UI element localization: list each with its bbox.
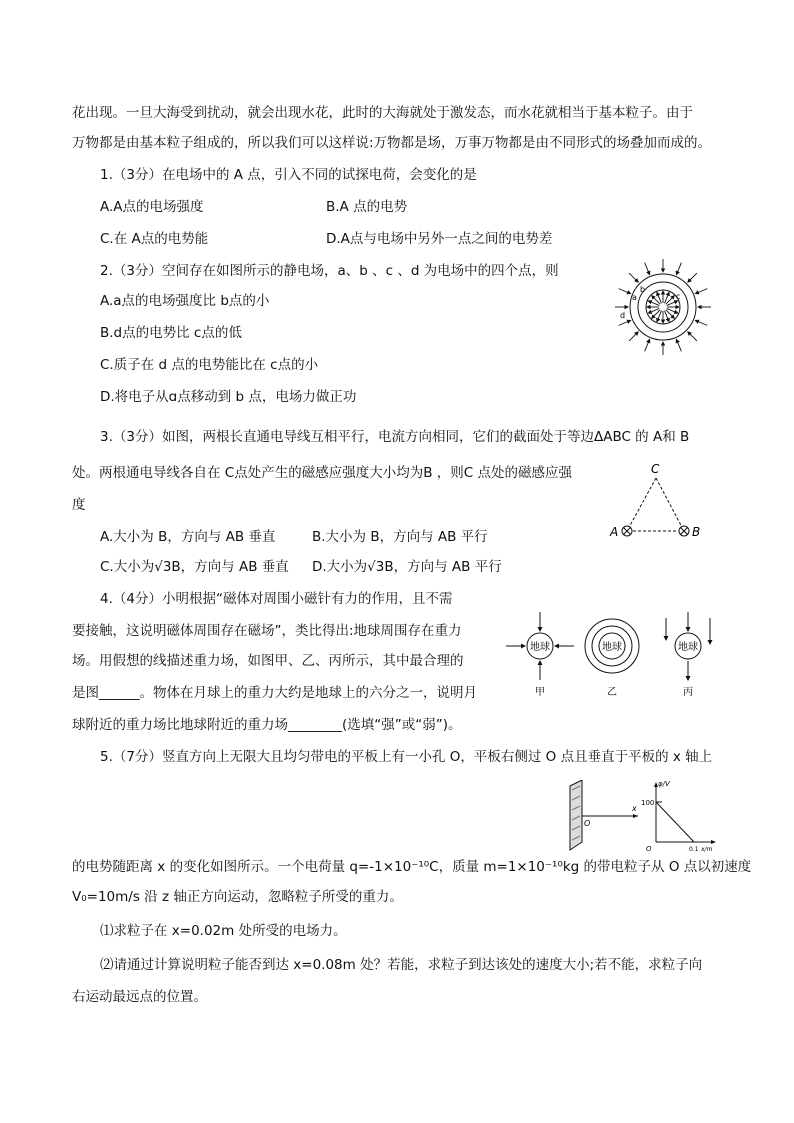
outer-field-line (619, 320, 631, 325)
diagram-yi (585, 619, 639, 698)
outer-field-line (695, 289, 707, 294)
q3-line-1: 3.（3分）如图，两根长直通电导线互相平行，电流方向相同，它们的截面处于等边ΔABC 的 A和 B (100, 429, 690, 445)
q1-stem: 1.（3分）在电场中的 A 点，引入不同的试探电荷，会变化的是 (100, 167, 477, 183)
point-c-label: c (676, 292, 681, 301)
outer-field-line (695, 320, 707, 325)
q3-option-c: C.大小为√3B，方向与 AB 垂直 (100, 559, 289, 575)
q4-line-2: 要接触，这说明磁体周围存在磁场”，类比得出:地球周围存在重力 (72, 623, 462, 639)
earth-label-bing: 地球 (678, 642, 698, 653)
outer-field-line (619, 289, 631, 294)
outer-ring (630, 274, 696, 340)
q3-triangle-diagram (604, 460, 714, 550)
graph-x-label: x/m (701, 846, 713, 853)
edge-cb (656, 478, 684, 531)
vertex-a-label: A (610, 525, 619, 539)
graph-origin-label: O (646, 845, 652, 853)
plate-x-label: x (632, 804, 637, 813)
q4-line-1: 4.（4分）小明根据“磁体对周围小磁针有力的作用，且不需 (100, 591, 453, 607)
wire-b-symbol (679, 526, 689, 536)
q2-option-d: D.将电子从ɑ点移动到 b 点，电场力做正功 (100, 389, 357, 405)
intro-line-1: 花出现。一旦大海受到扰动，就会出现水花，此时的大海就处于激发态，而水花就相当于基本粒子。由于 (72, 105, 693, 121)
graph-y-label: φ/V (658, 780, 670, 788)
q2-option-c: C.质子在 d 点的电势能比在 c点的小 (100, 357, 319, 373)
outer-field-line (688, 332, 697, 341)
charged-plate (570, 780, 582, 850)
caption-yi: 乙 (607, 687, 617, 698)
q4-gravity-field-diagrams (502, 604, 718, 700)
q2-stem: 2.（3分）空间存在如图所示的静电场，a、b 、c 、d 为电场中的四个点，则 (100, 263, 559, 279)
outer-field-line (645, 339, 650, 351)
q5-sub-1: ⑴求粒子在 x=0.02m 处所受的电场力。 (100, 923, 347, 939)
potential-line (656, 802, 694, 842)
plate-origin-label: O (584, 819, 591, 828)
intro-line-2: 万物都是由基本粒子组成的，所以我们可以这样说:万物都是场，万事万物都是由不同形式的场叠加而成的。 (72, 135, 712, 151)
graph-y-tick: 100 (641, 799, 655, 807)
diagram-jia (506, 612, 574, 698)
q3-option-d: D.大小为√3B，方向与 AB 平行 (312, 559, 502, 575)
q5-line-3: V₀=10m/s 沿 z 轴正方向运动，忽略粒子所受的重力。 (72, 889, 403, 905)
q4-line-3: 场。用假想的线描述重力场，如图甲、乙、丙所示，其中最合理的 (72, 653, 464, 669)
earth-label-jia: 地球 (530, 642, 550, 653)
q2-field-diagram (612, 256, 714, 358)
q3-option-b: B.大小为 B，方向与 AB 平行 (312, 529, 488, 545)
q1-option-d: D.A点与电场中另外一点之间的电势差 (326, 231, 553, 247)
vertex-c-label: C (651, 462, 660, 476)
diagram-bing (666, 612, 710, 698)
q3-line-2: 处。两根通电导线各自在 C点处产生的磁感应强度大小均为B ，则C 点处的磁感应强 (72, 465, 572, 481)
q1-option-a: A.A点的电场强度 (100, 199, 204, 215)
point-b-label: b (640, 285, 646, 294)
caption-bing: 丙 (683, 687, 693, 698)
wire-a-symbol (622, 526, 632, 536)
edge-ca (627, 478, 656, 531)
q5-line-2: 的电势随距离 x 的变化如图所示。一个电荷量 q=-1×10⁻¹⁰C，质量 m=1×10⁻¹⁰kg 的带电粒子从 O 点以初速度 (72, 859, 752, 875)
q5-sub-2-line-2: 右运动最远点的位置。 (72, 989, 207, 1005)
point-d-label: d (620, 311, 626, 320)
q4-line-4: 是图______。物体在月球上的重力大约是地球上的六分之一，说明月 (72, 685, 477, 701)
q5-plate-and-graph (558, 780, 718, 854)
outer-field-line (688, 273, 697, 282)
outer-field-line (645, 263, 650, 275)
q4-line-5: 球附近的重力场比地球附近的重力场________(选填“强”或“弱”)。 (72, 717, 462, 733)
plate-x-arrow (633, 814, 638, 818)
q3-line-3: 度 (72, 497, 86, 513)
outer-field-line (629, 273, 638, 282)
caption-jia: 甲 (535, 687, 545, 698)
outer-field-line (676, 339, 681, 351)
q2-option-b: B.d点的电势比 c点的低 (100, 325, 242, 341)
point-a-label: a (632, 293, 637, 302)
q1-option-b: B.A 点的电势 (326, 199, 408, 215)
vertex-b-label: B (692, 525, 701, 539)
q5-sub-2-line-1: ⑵请通过计算说明粒子能否到达 x=0.08m 处？若能，求粒子到达该处的速度大小;若不能，求粒子向 (100, 957, 703, 973)
q5-line-1: 5.（7分）竖直方向上无限大且均匀带电的平板上有一小孔 O，平板右侧过 O 点且垂直于平板的 x 轴上 (100, 749, 713, 765)
graph-x-arrow (711, 840, 716, 844)
graph-x-tick: 0.1 (689, 846, 699, 853)
outer-field-line (629, 332, 638, 341)
q2-option-a: A.a点的电场强度比 b点的小 (100, 293, 270, 309)
outer-field-line (676, 263, 681, 275)
earth-label-yi: 地球 (602, 642, 622, 653)
q1-option-c: C.在 A点的电势能 (100, 231, 209, 247)
field-lines (615, 259, 711, 355)
q3-option-a: A.大小为 B，方向与 AB 垂直 (100, 529, 276, 545)
